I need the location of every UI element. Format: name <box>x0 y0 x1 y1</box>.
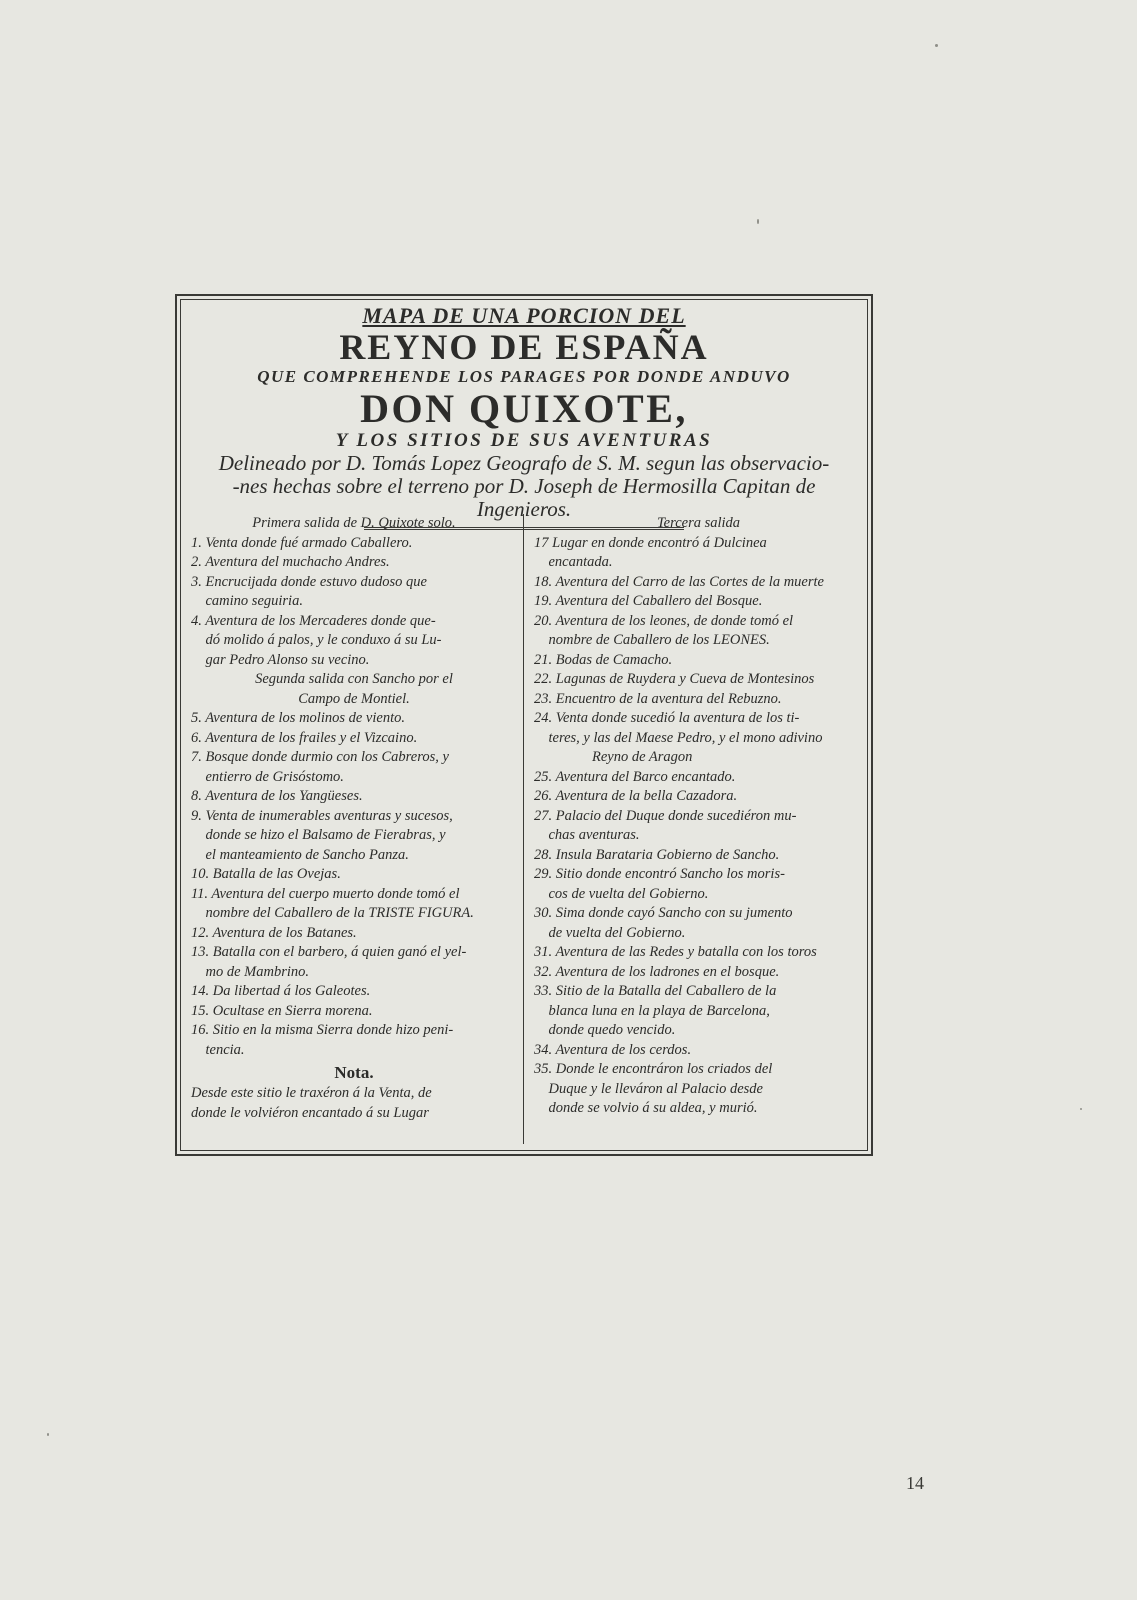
legend-item: 18. Aventura del Carro de las Cortes de la muerte <box>534 573 824 590</box>
legend-item: 21. Bodas de Camacho. <box>534 651 673 668</box>
legend-item: 16. Sitio en la misma Sierra donde hizo peni- tencia. <box>191 1022 454 1058</box>
title-line-1: MAPA DE UNA PORCION DEL <box>362 303 686 328</box>
section-heading-tercera-salida: Tercera salida <box>656 515 741 531</box>
legend-item: 2. Aventura del muchacho Andres. <box>191 554 390 570</box>
legend-list-segunda <box>191 709 517 1060</box>
legend-item: 7. Bosque donde durmio con los Cabreros, y entierro de Grisóstomo. <box>191 749 449 785</box>
legend-item: 1. Venta donde fué armado Caballero. <box>191 534 413 551</box>
section-heading-segunda-salida: Segunda salida con Sancho por el Campo de Montiel. <box>255 671 453 707</box>
title-line-3: QUE COMPREHENDE LOS PARAGES POR DONDE ANDUVO <box>257 367 791 386</box>
legend-item: 19. Aventura del Caballero del Bosque. <box>534 593 763 609</box>
cartouche-inner-border <box>180 299 868 1151</box>
paper-speck <box>757 219 759 224</box>
legend-columns <box>181 514 867 1144</box>
legend-item: 5. Aventura de los molinos de viento. <box>191 710 405 726</box>
page-number: 14 <box>906 1473 924 1493</box>
legend-item: 10. Batalla de las Ovejas. <box>191 866 341 882</box>
title-line-5: Y LOS SITIOS DE SUS AVENTURAS <box>335 430 713 451</box>
legend-item: 11. Aventura del cuerpo muerto donde tomó el nombre del Caballero de la TRISTE FIGURA. <box>191 885 474 921</box>
nota-text: Desde este sitio le traxéron á la Venta, de donde le volviéron encantado á su Lugar <box>191 1085 432 1121</box>
legend-item: 32. Aventura de los ladrones en el bosque. <box>534 963 780 980</box>
legend-list-primera <box>191 534 517 671</box>
legend-item: 34. Aventura de los cerdos. <box>534 1041 692 1058</box>
credit-line-2: -nes hechas sobre el terreno por D. Joseph de Hermosilla Capitan de Ingenieros. <box>232 474 816 521</box>
legend-right-column <box>524 514 867 1144</box>
credit-line-1: Delineado por D. Tomás Lopez Geografo de S. M. segun las observacio- <box>218 451 830 475</box>
paper-speck <box>47 1433 49 1436</box>
legend-item: 31. Aventura de las Redes y batalla con los toros <box>534 944 817 960</box>
paper-speck <box>1080 1108 1082 1110</box>
legend-item: 8. Aventura de los Yangüeses. <box>191 788 363 804</box>
legend-item: 24. Venta donde sucedió la aventura de los ti- teres, y las del Maese Pedro, y el mono adivino Reyno de Aragon <box>534 710 823 765</box>
legend-item: 26. Aventura de la bella Cazadora. <box>534 788 738 804</box>
legend-item: 35. Donde le encontráron los criados del Duque y le lleváron al Palacio desde donde se volvio á su aldea, y murió. <box>534 1061 773 1116</box>
legend-item: 29. Sitio donde encontró Sancho los moris- cos de vuelta del Gobierno. <box>534 866 785 902</box>
legend-item: 4. Aventura de los Mercaderes donde que- dó molido á palos, y le conduxo á su Lu- gar Pedro Alonso su vecino. <box>191 612 442 668</box>
legend-item: 15. Ocultase en Sierra morena. <box>191 1002 373 1019</box>
legend-item: 30. Sima donde cayó Sancho con su jumento de vuelta del Gobierno. <box>534 905 793 941</box>
title-line-4: DON QUIXOTE, <box>360 386 688 431</box>
legend-item: 17 Lugar en donde encontró á Dulcinea encantada. <box>534 534 767 570</box>
legend-item: 14. Da libertad á los Galeotes. <box>191 983 371 999</box>
cartouche-header <box>181 300 867 532</box>
legend-item: 20. Aventura de los leones, de donde tomó el nombre de Caballero de los LEONES. <box>534 612 794 648</box>
legend-list-tercera <box>534 534 863 1119</box>
legend-item: 6. Aventura de los frailes y el Vizcaino. <box>191 729 418 746</box>
nota-heading: Nota. <box>334 1063 374 1082</box>
legend-left-column <box>181 514 524 1144</box>
paper-speck <box>935 44 938 47</box>
section-heading-primera-salida: Primera salida de D. Quixote solo. <box>252 515 456 531</box>
legend-item: 25. Aventura del Barco encantado. <box>534 768 736 785</box>
title-line-2: REYNO DE ESPAÑA <box>339 327 709 367</box>
legend-item: 3. Encrucijada donde estuvo dudoso que camino seguiria. <box>191 573 427 609</box>
legend-item: 22. Lagunas de Ruydera y Cueva de Montesinos <box>534 671 815 687</box>
legend-item: 23. Encuentro de la aventura del Rebuzno. <box>534 690 782 707</box>
legend-item: 28. Insula Barataria Gobierno de Sancho. <box>534 846 780 863</box>
map-legend-cartouche <box>175 294 873 1156</box>
legend-item: 27. Palacio del Duque donde sucediéron mu- chas aventuras. <box>534 807 797 843</box>
legend-item: 9. Venta de inumerables aventuras y sucesos, donde se hizo el Balsamo de Fierabras, y el manteamiento de Sancho Panza. <box>191 807 453 863</box>
legend-item: 13. Batalla con el barbero, á quien ganó el yel- mo de Mambrino. <box>191 944 467 980</box>
legend-item: 33. Sitio de la Batalla del Caballero de la blanca luna en la playa de Barcelona, donde quedo vencido. <box>534 983 777 1038</box>
legend-item: 12. Aventura de los Batanes. <box>191 924 357 941</box>
